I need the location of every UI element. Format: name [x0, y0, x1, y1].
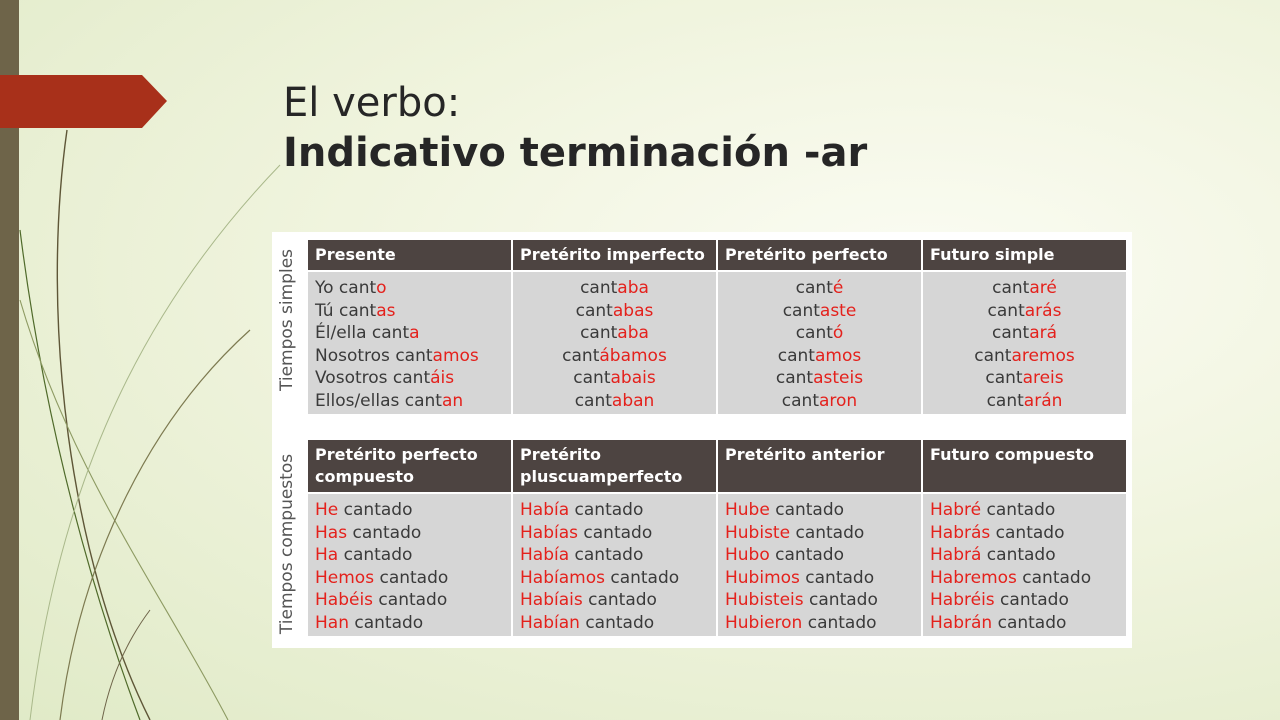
conjugation-line [520, 612, 709, 635]
verb-part: cant [795, 278, 833, 298]
compound-tenses-grid [308, 440, 1126, 636]
verb-part: cant [782, 300, 820, 321]
side-label-compound: Tiempos compuestos [277, 453, 297, 635]
verb-ending: an [441, 390, 464, 411]
verb-part: cant [573, 368, 611, 389]
verb-part: cantado [992, 612, 1067, 633]
conjugation-cell [513, 272, 716, 414]
verb-ending: Habré [930, 500, 982, 520]
verb-part: cant [985, 368, 1023, 389]
conjugation-line [315, 567, 504, 590]
header-line: Pretérito perfecto [315, 445, 478, 464]
conjugation-line [930, 589, 1119, 612]
verb-ending: aron [819, 390, 858, 411]
verb-ending: áis [430, 368, 455, 389]
verb-part: cantado [790, 522, 865, 543]
verb-part: cantado [347, 522, 422, 543]
conjugation-line [725, 522, 914, 545]
verb-ending: Había [520, 545, 570, 566]
verb-part: cant [775, 368, 814, 389]
conjugation-line [315, 390, 504, 413]
conjugation-line [930, 300, 1119, 323]
conjugation-line [315, 345, 504, 368]
verb-part: cantado [569, 500, 644, 520]
verb-part: cantado [769, 545, 844, 566]
column-header-text [520, 444, 682, 488]
verb-part: Yo cant [315, 278, 377, 298]
conjugation-line [930, 567, 1119, 590]
verb-ending: abas [612, 300, 654, 321]
header-text: Pretérito perfecto [725, 245, 888, 264]
conjugation-line [725, 367, 914, 390]
verb-part: cantado [578, 522, 653, 543]
conjugation-cell [923, 272, 1126, 414]
header-line: Pretérito [520, 445, 601, 464]
conjugation-line [725, 612, 914, 635]
verb-part: cantado [338, 500, 413, 520]
verb-ending: Habrás [930, 522, 991, 543]
verb-ending: Habréis [930, 590, 995, 611]
verb-part: Ellos/ellas cant [315, 390, 442, 411]
verb-part: cant [795, 323, 833, 344]
verb-ending: Habías [520, 522, 578, 543]
verb-ending: Habéis [315, 590, 374, 611]
conjugation-line [315, 544, 504, 567]
conjugation-line [725, 544, 914, 567]
verb-part: cantado [1016, 567, 1092, 588]
verb-ending: arán [1023, 390, 1063, 411]
conjugation-line [725, 345, 914, 368]
verb-ending: o [376, 278, 387, 298]
column-header-text [315, 444, 478, 488]
verb-part: cantado [338, 545, 413, 566]
verb-ending: aremos [1011, 345, 1075, 366]
column-header [513, 240, 716, 270]
verb-part: cant [777, 345, 815, 366]
verb-part: cant [974, 345, 1012, 366]
verb-part: Tú cant [315, 300, 377, 321]
verb-ending: Hubo [725, 545, 770, 566]
conjugation-cell [923, 494, 1126, 636]
conjugation-line [520, 367, 709, 390]
conjugation-line [725, 277, 914, 300]
conjugation-line [520, 567, 709, 590]
verb-part: cantado [981, 545, 1056, 566]
verb-ending: abais [610, 368, 656, 389]
verb-ending: amos [814, 345, 862, 366]
verb-part: cantado [769, 500, 845, 520]
conjugation-line [520, 345, 709, 368]
verb-part: Él/ella cant [315, 323, 410, 344]
verb-ending: He [315, 500, 339, 520]
conjugation-cell [718, 494, 921, 636]
conjugation-line [520, 277, 709, 300]
verb-ending: ará [1029, 323, 1058, 344]
verb-part: cantado [981, 500, 1056, 520]
verb-ending: aban [611, 390, 655, 411]
verb-part: Nosotros cant [315, 345, 433, 366]
verb-part: cant [575, 300, 613, 321]
verb-part: cantado [799, 567, 875, 588]
verb-ending: Había [520, 500, 570, 520]
verb-part: cantado [348, 612, 424, 633]
conjugation-line [930, 345, 1119, 368]
conjugation-line [520, 522, 709, 545]
verb-part: cantado [579, 612, 655, 633]
verb-part: cant [580, 323, 618, 344]
conjugation-line [930, 322, 1119, 345]
verb-ending: Hemos [315, 567, 375, 588]
verb-ending: areis [1022, 368, 1064, 389]
verb-ending: ábamos [599, 345, 667, 366]
header-text: Futuro simple [930, 245, 1055, 264]
verb-ending: Hubiste [725, 522, 791, 543]
title-arrow-marker [0, 75, 167, 128]
conjugation-line [930, 390, 1119, 413]
verb-ending: asteis [813, 368, 864, 389]
column-header [923, 440, 1126, 492]
verb-ending: aba [617, 323, 649, 344]
header-line: pluscuamperfecto [520, 467, 683, 486]
header-line: Futuro compuesto [930, 445, 1095, 464]
conjugation-line [930, 544, 1119, 567]
verb-ending: Habíamos [520, 567, 605, 588]
conjugation-line [520, 300, 709, 323]
verb-ending: Hube [725, 500, 770, 520]
side-label-simple: Tiempos simples [277, 248, 297, 392]
verb-ending: aba [617, 278, 649, 298]
verb-ending: as [376, 300, 396, 321]
verb-ending: Han [315, 612, 349, 633]
conjugation-line [725, 322, 914, 345]
verb-part: cantado [994, 590, 1069, 611]
conjugation-line [520, 499, 709, 522]
verb-ending: amos [432, 345, 479, 366]
conjugation-line [930, 277, 1119, 300]
verb-part: cant [562, 345, 600, 366]
column-header [923, 240, 1126, 270]
column-header [308, 440, 511, 492]
verb-ending: Hubimos [725, 567, 800, 588]
conjugation-line [315, 522, 504, 545]
title-line-1: El verbo: [283, 80, 461, 126]
header-text: Pretérito imperfecto [520, 245, 705, 264]
verb-ending: a [409, 323, 420, 344]
verb-part: cantado [569, 545, 644, 566]
header-line: Pretérito anterior [725, 445, 885, 464]
conjugation-line [315, 300, 504, 323]
verb-ending: Habrán [930, 612, 993, 633]
conjugation-line [930, 612, 1119, 635]
column-header [718, 440, 921, 492]
conjugation-line [725, 390, 914, 413]
conjugation-line [315, 277, 504, 300]
column-header [308, 240, 511, 270]
conjugation-line [315, 612, 504, 635]
verb-ending: Has [315, 522, 348, 543]
conjugation-line [315, 367, 504, 390]
verb-part: cant [986, 390, 1024, 411]
conjugation-table [272, 232, 1132, 648]
conjugation-line [520, 589, 709, 612]
column-header [513, 440, 716, 492]
header-text: Presente [315, 245, 396, 264]
conjugation-line [725, 300, 914, 323]
header-line: compuesto [315, 467, 415, 486]
conjugation-line [930, 367, 1119, 390]
conjugation-line [725, 567, 914, 590]
verb-ending: aste [819, 300, 857, 321]
conjugation-line [725, 499, 914, 522]
verb-ending: é [832, 278, 844, 298]
title-line-2: Indicativo terminación -ar [283, 130, 868, 176]
verb-part: cant [991, 323, 1030, 344]
verb-part: cant [987, 300, 1025, 321]
conjugation-cell [308, 272, 511, 414]
conjugation-line [725, 589, 914, 612]
verb-ending: Habían [520, 612, 580, 633]
conjugation-line [520, 544, 709, 567]
verb-part: cantado [373, 590, 448, 611]
verb-part: cantado [582, 590, 657, 611]
conjugation-line [930, 522, 1119, 545]
conjugation-cell [718, 272, 921, 414]
conjugation-cell [308, 494, 511, 636]
verb-part: cantado [803, 590, 878, 611]
verb-ending: Habremos [930, 567, 1017, 588]
verb-part: cantado [604, 567, 680, 588]
verb-ending: arás [1024, 300, 1062, 321]
slide-title [283, 78, 867, 178]
verb-part: cantado [374, 567, 449, 588]
verb-part: cantado [802, 612, 877, 633]
verb-ending: Hubisteis [725, 590, 804, 611]
conjugation-line [520, 322, 709, 345]
conjugation-line [520, 390, 709, 413]
conjugation-line [315, 322, 504, 345]
verb-ending: Habrá [930, 545, 982, 566]
verb-ending: Ha [315, 545, 339, 566]
verb-part: cantado [990, 522, 1065, 543]
verb-part: cant [580, 278, 618, 298]
verb-ending: ó [832, 323, 844, 344]
simple-tenses-grid [308, 240, 1126, 414]
verb-part: cant [992, 278, 1030, 298]
column-header-text [725, 444, 885, 466]
verb-part: cant [574, 390, 612, 411]
verb-part: cant [781, 390, 819, 411]
verb-part: Vosotros cant [315, 368, 431, 389]
conjugation-line [315, 589, 504, 612]
verb-ending: Habíais [520, 590, 583, 611]
conjugation-line [930, 499, 1119, 522]
verb-ending: Hubieron [725, 612, 803, 633]
column-header [718, 240, 921, 270]
column-header-text [930, 444, 1094, 466]
verb-ending: aré [1029, 278, 1057, 298]
conjugation-cell [513, 494, 716, 636]
conjugation-line [315, 499, 504, 522]
